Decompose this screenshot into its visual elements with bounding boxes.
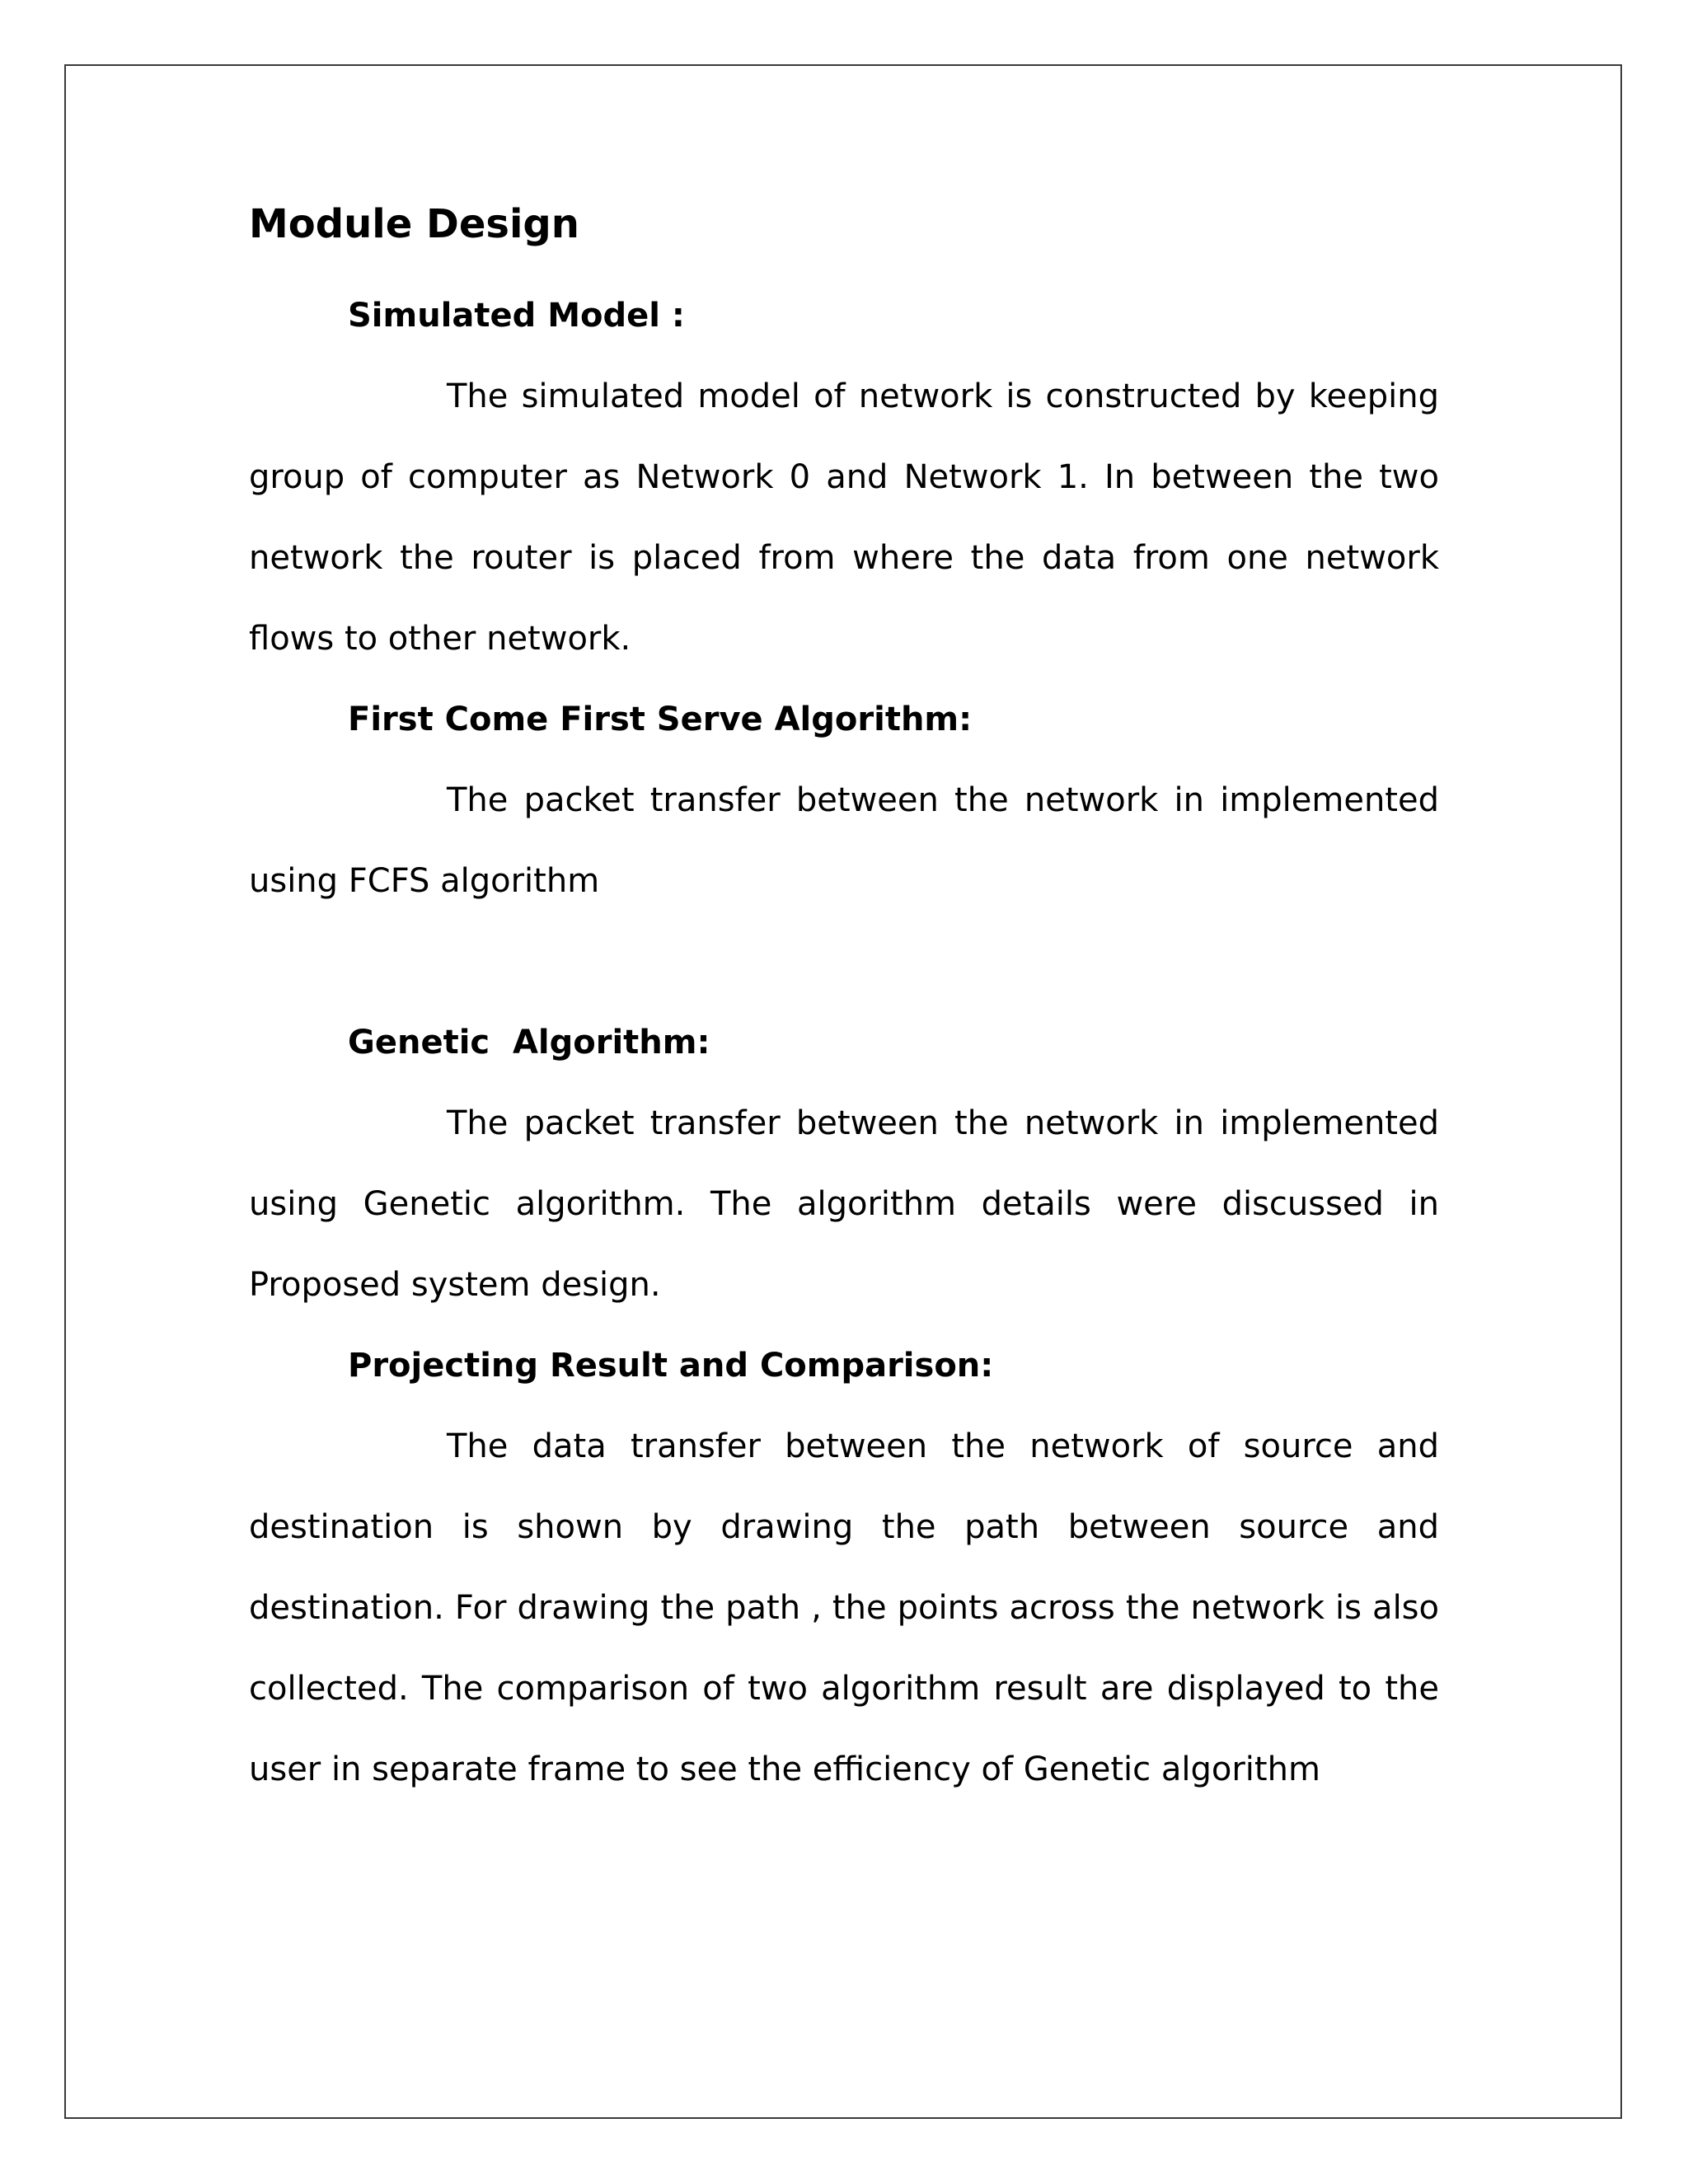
section-paragraph-genetic-algorithm: The packet transfer between the network in implemented using Genetic algorithm. The algorithm details were discussed in Proposed system design. bbox=[249, 1104, 1439, 1304]
section-heading-fcfs: First Come First Serve Algorithm: bbox=[348, 701, 973, 738]
page-title: Module Design bbox=[249, 201, 579, 247]
document-body bbox=[249, 190, 1439, 1810]
section-heading-genetic-algorithm: Genetic Algorithm: bbox=[348, 1024, 710, 1062]
blank-line bbox=[249, 921, 1439, 1002]
section-paragraph-fcfs: The packet transfer between the network in implemented using FCFS algorithm bbox=[249, 781, 1439, 900]
section-paragraph-projecting-result: The data transfer between the network of source and destination is shown by drawing the path between source and destination. For drawing the path , the points across the network is also collected. The comparison of two algorithm result are displayed to the user in separate frame to see the efficiency of Genetic algorithm bbox=[249, 1427, 1439, 1788]
section-paragraph-simulated-model: The simulated model of network is constructed by keeping group of computer as Network 0 and Network 1. In between the two network the router is placed from where the data from one network flows to other network. bbox=[249, 377, 1439, 658]
section-heading-simulated-model: Simulated Model : bbox=[348, 297, 685, 335]
section-heading-projecting-result: Projecting Result and Comparison: bbox=[348, 1347, 994, 1385]
